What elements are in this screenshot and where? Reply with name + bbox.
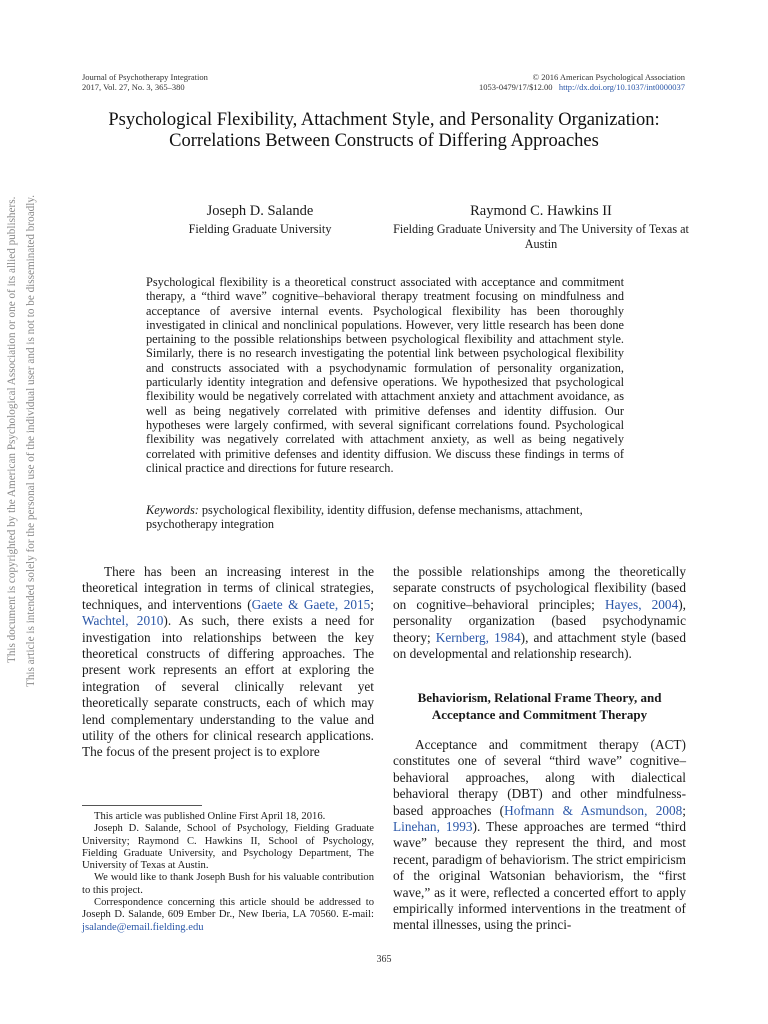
author-name: Raymond C. Hawkins II bbox=[470, 203, 612, 219]
citation-link[interactable]: Wachtel, 2010 bbox=[82, 613, 164, 629]
keywords-text: psychological flexibility, identity diffusion, defense mechanisms, attachment, psychotherapy integration bbox=[146, 503, 583, 532]
keywords bbox=[146, 503, 624, 532]
body-text: ). These approaches are termed “third wave” because they represent the third, and most recent, paradigm of behaviorism. The strict empiricism of the original Watsonian behaviorism, the “first wave,” as it were, reflected a concerted effort to apply empirically informed interventions in the treatment of mental illnesses, using the princi- bbox=[393, 819, 686, 933]
section-heading: Behaviorism, Relational Frame Theory, and Acceptance and Commitment Therapy bbox=[417, 690, 662, 722]
page-number: 365 bbox=[376, 954, 392, 965]
citation-link[interactable]: Hayes, 2004 bbox=[604, 596, 679, 612]
body-text: Acceptance and commitment therapy (ACT) constitutes one of several “third wave” cognitive–behavioral approaches, along with dialectical behavioral therapy (DBT) and other mindfulness-based approaches ( bbox=[393, 737, 686, 818]
footnotes bbox=[82, 811, 374, 934]
body-right-paragraph-1 bbox=[393, 564, 686, 662]
citation-link[interactable]: Gaete & Gaete, 2015 bbox=[251, 596, 371, 612]
citation-link[interactable]: Kernberg, 1984 bbox=[435, 629, 521, 645]
footnote-affiliations: Joseph D. Salande, School of Psychology, Fielding Graduate University; Raymond C. Hawkins II, School of Psychology, Fielding Graduate University, and Psychology Department, The University of Texas at Austin. bbox=[82, 823, 374, 872]
abstract: Psychological flexibility is a theoretical construct associated with acceptance and commitment therapy, a “third wave” cognitive–behavioral therapy treatment focusing on mindfulness and acceptance of aversive internal events. Psychological flexibility has been thoroughly investigated in clinical and nonclinical populations. However, very little research has been done pertaining to the possible relationships between psychological flexibility and attachment style. Similarly, there is no research investigating the potential link between psychological flexibility and constructs associated with a psychodynamic formulation of personality organization, particularly identity integration and defensive operations. We hypothesized that psychological flexibility would be negatively correlated with attachment anxiety and attachment avoidance, as well as being negatively correlated with primitive defenses and identity diffusion. Our hypotheses were largely confirmed, with several significant correlations found. Psychological flexibility was negatively correlated with attachment anxiety, as well as being negatively correlated with primitive defenses and identity diffusion. We discuss these findings in terms of clinical practice and directions for future research. bbox=[146, 275, 624, 475]
email-link[interactable]: jsalande@email.fielding.edu bbox=[82, 921, 204, 933]
copyright-header bbox=[479, 72, 685, 92]
copyright-notice-line-2: This article is intended solely for the personal use of the individual user and is not to be disseminated broadly. bbox=[25, 194, 37, 687]
author-block-1 bbox=[130, 203, 390, 237]
body-text: ; bbox=[682, 802, 686, 818]
article-title: Psychological Flexibility, Attachment Style, and Personality Organization: Correlations Between Constructs of Differing Approaches bbox=[108, 110, 660, 151]
body-text: the possible relationships among the theoretically separate constructs of psychological flexibility (based on cognitive–behavioral principles; bbox=[393, 564, 686, 612]
footnote-divider bbox=[82, 805, 202, 806]
body-text: There has been an increasing interest in the theoretical integration in terms of clinical strategies, techniques, and interventions ( bbox=[82, 564, 374, 612]
body-text: ), and attachment style (based on developmental and relationship research). bbox=[393, 629, 686, 662]
body-right-paragraph-2 bbox=[393, 737, 686, 934]
body-text: ; bbox=[370, 596, 374, 612]
copyright-line: © 2016 American Psychological Association bbox=[532, 72, 685, 82]
correspondence-text: Correspondence concerning this article should be addressed to Joseph D. Salande, 609 Ember Dr., New Iberia, LA 70560. E-mail: bbox=[82, 897, 374, 921]
body-left-column bbox=[82, 564, 374, 761]
footnote-correspondence bbox=[82, 897, 374, 934]
journal-header bbox=[82, 72, 208, 92]
author-name: Joseph D. Salande bbox=[206, 203, 314, 219]
body-text: ), personality organization (based psychodynamic theory; bbox=[393, 596, 686, 645]
footnote-published: This article was published Online First April 18, 2016. bbox=[94, 811, 326, 822]
journal-name: Journal of Psychotherapy Integration bbox=[82, 72, 208, 82]
author-affiliation: Fielding Graduate University and The University of Texas at Austin bbox=[393, 222, 689, 251]
body-text: ). As such, there exists a need for investigation into relationships between the key theoretical constructs of differing approaches. The present work represents an effort at exploring the integration of several clinically relevant yet theoretically separate constructs, each of which may lend complementary understanding to the value and utility of the others for clinical research applications. The focus of the present project is to explore bbox=[82, 613, 374, 760]
issn-doi-line bbox=[479, 82, 685, 92]
citation-link[interactable]: Hofmann & Asmundson, 2008 bbox=[504, 802, 683, 818]
issn: 1053-0479/17/$12.00 bbox=[479, 82, 553, 92]
footnote-thanks: We would like to thank Joseph Bush for his valuable contribution to this project. bbox=[82, 872, 374, 896]
author-affiliation: Fielding Graduate University bbox=[188, 222, 332, 236]
journal-volume: 2017, Vol. 27, No. 3, 365–380 bbox=[82, 82, 185, 92]
author-block-2 bbox=[388, 203, 694, 252]
citation-link[interactable]: Linehan, 1993 bbox=[393, 819, 473, 835]
keywords-label: Keywords: bbox=[146, 503, 199, 517]
copyright-notice-line-1: This document is copyrighted by the American Psychological Association or one of its allied publishers. bbox=[6, 196, 18, 663]
doi-link[interactable]: http://dx.doi.org/10.1037/int0000037 bbox=[558, 82, 685, 92]
